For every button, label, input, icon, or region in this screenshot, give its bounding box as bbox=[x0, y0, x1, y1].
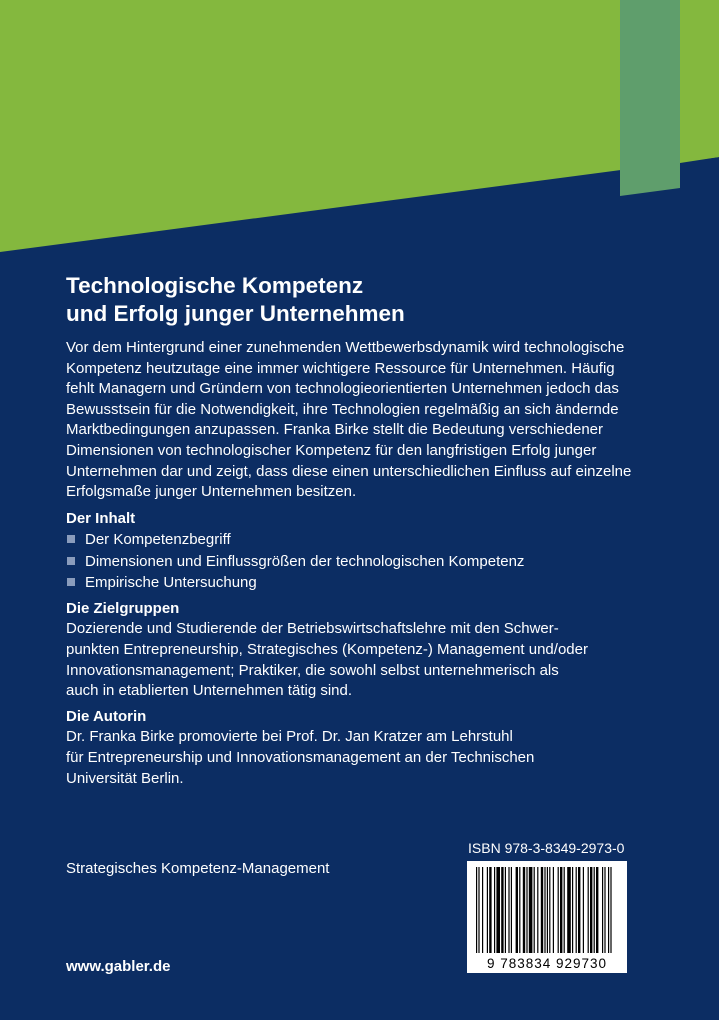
autorin-paragraph bbox=[66, 727, 666, 789]
autorin-line: für Entrepreneurship und Innovationsmanagement an der Technischen bbox=[66, 749, 535, 766]
series-name: Strategisches Kompetenz-Management bbox=[66, 860, 330, 877]
bullet-square-icon bbox=[67, 578, 75, 586]
intro-line: Unternehmen dar und zeigt, dass diese einen unterschiedlichen Einfluss auf einzelne bbox=[66, 462, 632, 480]
zielgruppen-line: Innovationsmanagement; Praktiker, die sowohl selbst unternehmerisch als bbox=[66, 661, 559, 679]
barcode-bar bbox=[511, 867, 512, 953]
barcode-bar bbox=[558, 867, 559, 953]
inhalt-heading: Der Inhalt bbox=[66, 509, 136, 527]
zielgruppen-line: auch in etablierten Unternehmen tätig sind. bbox=[66, 682, 353, 700]
barcode-bar bbox=[576, 867, 577, 953]
barcode-bar bbox=[583, 867, 584, 953]
barcode-bar bbox=[487, 867, 488, 953]
autorin-line: Dr. Franka Birke promovierte bei Prof. Dr. Jan Kratzer am Lehrstuhl bbox=[66, 728, 513, 746]
barcode-bar bbox=[610, 867, 611, 953]
barcode-bars bbox=[467, 861, 627, 956]
intro-line: fehlt Managern und Gründern von technologieorientierten Unternehmen jedoch das bbox=[66, 380, 619, 398]
barcode bbox=[467, 861, 627, 973]
barcode-bar bbox=[478, 867, 479, 953]
list-item-label: Empirische Untersuchung bbox=[85, 574, 257, 592]
barcode-bar bbox=[529, 867, 533, 953]
barcode-bar bbox=[560, 867, 562, 953]
intro-line: Erfolgsmaße junger Unternehmen besitzen. bbox=[66, 483, 357, 501]
intro-line: Kompetenz heutzutage eine immer wichtigere Ressource für Unternehmen. Häufig bbox=[66, 359, 615, 377]
barcode-bar bbox=[553, 867, 554, 953]
green-dark-stripe bbox=[620, 0, 680, 196]
barcode-bar bbox=[594, 867, 595, 953]
bullet-square-icon bbox=[67, 535, 75, 543]
green-band-edge bbox=[680, 0, 719, 163]
barcode-bar bbox=[482, 867, 483, 953]
list-item bbox=[66, 551, 666, 573]
autorin-line: Universität Berlin. bbox=[66, 769, 184, 787]
zielgruppen-line: Dozierende und Studierende der Betriebswirtschaftslehre mit den Schwer- bbox=[66, 620, 559, 638]
barcode-bar bbox=[578, 867, 580, 953]
inhalt-list bbox=[66, 529, 666, 594]
book-title bbox=[66, 272, 666, 328]
zielgruppen-paragraph bbox=[66, 619, 666, 701]
intro-line: Bewusstsein für die Notwendigkeit, ihre Technologien regelmäßig an sich ändernde bbox=[66, 400, 619, 418]
barcode-bar bbox=[534, 867, 535, 953]
barcode-bar bbox=[549, 867, 550, 953]
green-band bbox=[0, 0, 719, 252]
barcode-bar bbox=[519, 867, 520, 953]
barcode-bar bbox=[501, 867, 503, 953]
intro-line: Vor dem Hintergrund einer zunehmenden Wettbewerbsdynamik wird technologische bbox=[66, 339, 625, 356]
list-item bbox=[66, 529, 666, 551]
barcode-bar bbox=[588, 867, 589, 953]
intro-paragraph bbox=[66, 338, 666, 503]
barcode-bar bbox=[476, 867, 477, 953]
barcode-bar bbox=[590, 867, 592, 953]
back-cover-text bbox=[66, 338, 666, 789]
barcode-bar bbox=[567, 867, 571, 953]
barcode-bar bbox=[572, 867, 573, 953]
barcode-bar bbox=[564, 867, 565, 953]
barcode-bar bbox=[596, 867, 598, 953]
barcode-bar bbox=[537, 867, 538, 953]
barcode-digits: 9 783834 929730 bbox=[486, 956, 608, 971]
list-item-label: Der Kompetenzbegriff bbox=[85, 531, 231, 549]
barcode-bar bbox=[496, 867, 500, 953]
barcode-bar bbox=[523, 867, 525, 953]
list-item-label: Dimensionen und Einflussgrößen der technologischen Kompetenz bbox=[85, 552, 525, 570]
intro-line: Dimensionen von technologischer Kompetenz für den langfristigen Erfolg junger bbox=[66, 441, 597, 459]
zielgruppen-heading: Die Zielgruppen bbox=[66, 599, 180, 617]
barcode-bar bbox=[494, 867, 495, 953]
barcode-bar bbox=[505, 867, 506, 953]
title-line-1: Technologische Kompetenz bbox=[66, 273, 364, 298]
barcode-bar bbox=[544, 867, 545, 953]
title-line-2: und Erfolg junger Unternehmen bbox=[66, 301, 405, 326]
list-item bbox=[66, 572, 666, 594]
barcode-bar bbox=[602, 867, 603, 953]
zielgruppen-line: punkten Entrepreneurship, Strategisches (Kompetenz-) Management und/oder bbox=[66, 641, 588, 659]
barcode-bar bbox=[489, 867, 491, 953]
barcode-bar bbox=[516, 867, 518, 953]
barcode-bar bbox=[608, 867, 609, 953]
autorin-heading: Die Autorin bbox=[66, 707, 147, 725]
publisher-url[interactable]: www.gabler.de bbox=[66, 958, 171, 975]
barcode-bar bbox=[508, 867, 509, 953]
barcode-bar bbox=[547, 867, 548, 953]
isbn-number: ISBN 978-3-8349-2973-0 bbox=[468, 840, 625, 856]
intro-line: Marktbedingungen anzupassen. Franka Birke stellt die Bedeutung verschiedener bbox=[66, 421, 603, 439]
bullet-square-icon bbox=[67, 557, 75, 565]
barcode-bar bbox=[541, 867, 543, 953]
barcode-bar bbox=[604, 867, 605, 953]
barcode-bar bbox=[526, 867, 527, 953]
